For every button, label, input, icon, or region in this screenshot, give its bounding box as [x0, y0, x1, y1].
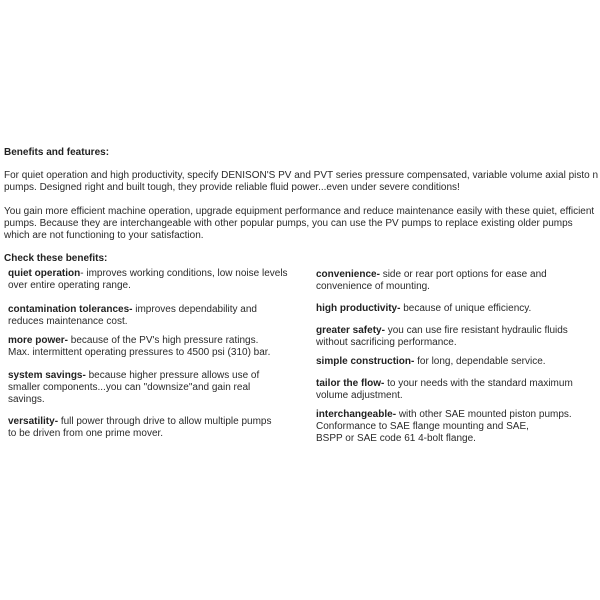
benefit-term: high productivity-	[316, 303, 401, 314]
benefit-desc: without sacrificing performance.	[316, 337, 457, 348]
benefit-desc: convenience of mounting.	[316, 281, 430, 292]
benefit-item	[8, 304, 308, 328]
benefit-item	[316, 269, 600, 293]
benefit-desc: Conformance to SAE flange mounting and SAE,	[316, 421, 529, 432]
heading-check-benefits: Check these benefits:	[4, 253, 108, 264]
benefit-desc: to be driven from one prime mover.	[8, 428, 164, 439]
benefit-item	[316, 378, 600, 402]
benefit-desc: improves working conditions, low noise levels	[86, 268, 288, 279]
benefit-desc: to your needs with the standard maximum	[387, 378, 573, 389]
benefit-desc: because of the PV's high pressure ratings.	[70, 335, 259, 346]
benefit-item	[8, 370, 308, 406]
benefit-desc: Max. intermittent operating pressures to 4500 psi (310) bar.	[8, 347, 271, 358]
benefit-term: greater safety-	[316, 325, 385, 336]
benefit-desc: you can use fire resistant hydraulic fluids	[387, 325, 568, 336]
benefit-desc: over entire operating range.	[8, 280, 131, 291]
benefit-term: quiet operation	[8, 268, 81, 279]
benefit-desc: side or rear port options for ease and	[382, 269, 547, 280]
intro-paragraph	[4, 170, 598, 194]
benefit-desc: improves dependability and	[135, 304, 257, 315]
benefit-desc: BSPP or SAE code 61 4-bolt flange.	[316, 433, 476, 444]
benefit-term: system savings-	[8, 370, 86, 381]
benefit-term: contamination tolerances-	[8, 304, 133, 315]
benefit-item	[8, 268, 308, 292]
benefit-desc: because of unique efficiency.	[403, 303, 532, 314]
intro-line: For quiet operation and high productivity, specify DENISON'S PV and PVT series pressure compensated, variable volume axial pisto n	[4, 170, 599, 181]
benefit-desc: because higher pressure allows use of	[88, 370, 260, 381]
benefit-sep: -	[80, 268, 87, 279]
benefit-term: interchangeable-	[316, 409, 397, 420]
intro-line: pumps. Designed right and built tough, they provide reliable fluid power...even under severe conditions!	[4, 182, 460, 193]
benefit-item	[316, 356, 600, 368]
benefit-item	[8, 416, 308, 440]
benefit-desc: volume adjustment.	[316, 390, 403, 401]
benefit-desc: reduces maintenance cost.	[8, 316, 128, 327]
benefit-desc: savings.	[8, 394, 45, 405]
gain-line: which are not functioning to your satisfaction.	[4, 230, 204, 241]
benefit-item	[316, 409, 600, 445]
benefit-item	[316, 325, 600, 349]
benefit-term: simple construction-	[316, 356, 415, 367]
benefit-desc: with other SAE mounted piston pumps.	[398, 409, 572, 420]
benefit-desc: full power through drive to allow multiple pumps	[60, 416, 272, 427]
benefit-term: versatility-	[8, 416, 59, 427]
benefit-item	[316, 303, 600, 315]
benefit-term: more power-	[8, 335, 69, 346]
benefit-desc: for long, dependable service.	[417, 356, 546, 367]
benefit-desc: smaller components...you can "downsize"and gain real	[8, 382, 251, 393]
benefit-item	[8, 335, 308, 359]
benefit-term: tailor the flow-	[316, 378, 385, 389]
gain-paragraph	[4, 206, 598, 242]
gain-line: pumps. Because they are interchangeable with other popular pumps, you can use the PV pumps to replace existing older pumps	[4, 218, 573, 229]
benefit-term: convenience-	[316, 269, 380, 280]
heading-benefits-features: Benefits and features:	[4, 147, 110, 158]
gain-line: You gain more efficient machine operation, upgrade equipment performance and reduce maintenance easily with these quiet, efficient	[4, 206, 595, 217]
